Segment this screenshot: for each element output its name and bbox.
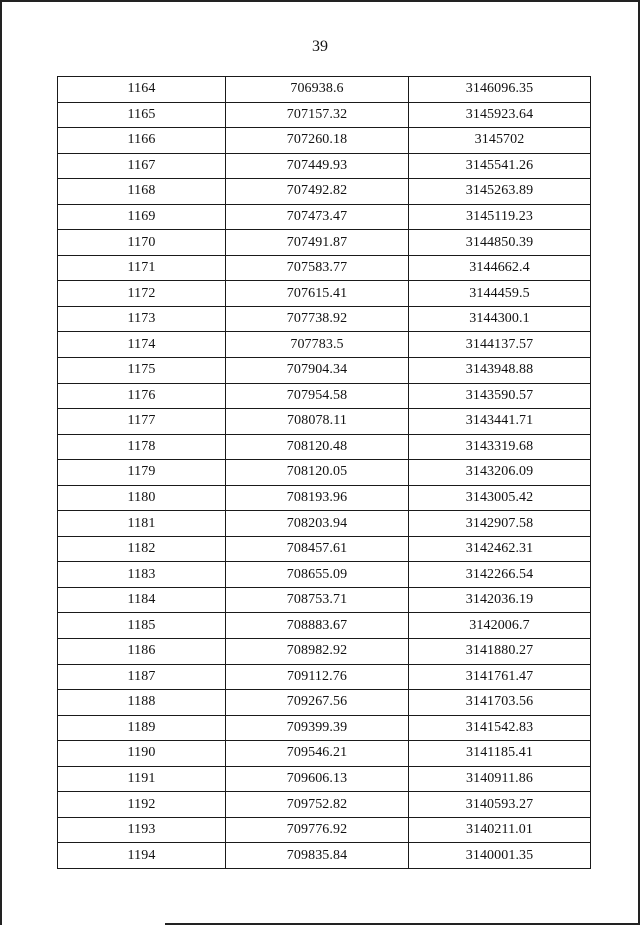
y-coordinate-cell: 3143206.09 (409, 460, 591, 486)
y-coordinate-cell: 3142907.58 (409, 511, 591, 537)
x-coordinate-cell: 709752.82 (226, 792, 409, 818)
table-row (58, 230, 591, 256)
table-row (58, 485, 591, 511)
x-coordinate-cell: 709112.76 (226, 664, 409, 690)
x-coordinate-cell: 708120.48 (226, 434, 409, 460)
table-row (58, 179, 591, 205)
table-row (58, 434, 591, 460)
point-number-cell: 1191 (58, 766, 226, 792)
table-row (58, 664, 591, 690)
y-coordinate-cell: 3144300.1 (409, 306, 591, 332)
point-number-cell: 1187 (58, 664, 226, 690)
y-coordinate-cell: 3145923.64 (409, 102, 591, 128)
y-coordinate-cell: 3144850.39 (409, 230, 591, 256)
table-row (58, 281, 591, 307)
point-number-cell: 1176 (58, 383, 226, 409)
table-row (58, 843, 591, 869)
point-number-cell: 1171 (58, 255, 226, 281)
point-number-cell: 1169 (58, 204, 226, 230)
table-row (58, 332, 591, 358)
x-coordinate-cell: 707449.93 (226, 153, 409, 179)
table-row (58, 562, 591, 588)
point-number-cell: 1178 (58, 434, 226, 460)
table-row (58, 690, 591, 716)
point-number-cell: 1172 (58, 281, 226, 307)
y-coordinate-cell: 3141703.56 (409, 690, 591, 716)
point-number-cell: 1174 (58, 332, 226, 358)
x-coordinate-cell: 707783.5 (226, 332, 409, 358)
point-number-cell: 1179 (58, 460, 226, 486)
point-number-cell: 1183 (58, 562, 226, 588)
x-coordinate-cell: 709399.39 (226, 715, 409, 741)
x-coordinate-cell: 707904.34 (226, 358, 409, 384)
y-coordinate-cell: 3142462.31 (409, 536, 591, 562)
table-row (58, 383, 591, 409)
table-row (58, 153, 591, 179)
y-coordinate-cell: 3145702 (409, 128, 591, 154)
y-coordinate-cell: 3145263.89 (409, 179, 591, 205)
y-coordinate-cell: 3143948.88 (409, 358, 591, 384)
coordinate-table (57, 76, 591, 869)
x-coordinate-cell: 709835.84 (226, 843, 409, 869)
y-coordinate-cell: 3140211.01 (409, 817, 591, 843)
x-coordinate-cell: 708078.11 (226, 409, 409, 435)
point-number-cell: 1173 (58, 306, 226, 332)
point-number-cell: 1181 (58, 511, 226, 537)
point-number-cell: 1165 (58, 102, 226, 128)
table-row (58, 536, 591, 562)
y-coordinate-cell: 3141185.41 (409, 741, 591, 767)
x-coordinate-cell: 707473.47 (226, 204, 409, 230)
point-number-cell: 1186 (58, 639, 226, 665)
point-number-cell: 1189 (58, 715, 226, 741)
point-number-cell: 1193 (58, 817, 226, 843)
x-coordinate-cell: 709546.21 (226, 741, 409, 767)
y-coordinate-cell: 3142266.54 (409, 562, 591, 588)
x-coordinate-cell: 708203.94 (226, 511, 409, 537)
point-number-cell: 1180 (58, 485, 226, 511)
table-row (58, 792, 591, 818)
table-row (58, 715, 591, 741)
x-coordinate-cell: 708982.92 (226, 639, 409, 665)
x-coordinate-cell: 707491.87 (226, 230, 409, 256)
y-coordinate-cell: 3140593.27 (409, 792, 591, 818)
y-coordinate-cell: 3144662.4 (409, 255, 591, 281)
point-number-cell: 1175 (58, 358, 226, 384)
x-coordinate-cell: 709267.56 (226, 690, 409, 716)
x-coordinate-cell: 707583.77 (226, 255, 409, 281)
point-number-cell: 1182 (58, 536, 226, 562)
y-coordinate-cell: 3141880.27 (409, 639, 591, 665)
y-coordinate-cell: 3143590.57 (409, 383, 591, 409)
table-row (58, 77, 591, 103)
x-coordinate-cell: 709776.92 (226, 817, 409, 843)
y-coordinate-cell: 3144137.57 (409, 332, 591, 358)
point-number-cell: 1190 (58, 741, 226, 767)
point-number-cell: 1166 (58, 128, 226, 154)
table-row (58, 460, 591, 486)
y-coordinate-cell: 3142036.19 (409, 587, 591, 613)
y-coordinate-cell: 3144459.5 (409, 281, 591, 307)
page-number: 39 (312, 38, 328, 55)
y-coordinate-cell: 3141761.47 (409, 664, 591, 690)
table-row (58, 766, 591, 792)
table-row (58, 204, 591, 230)
table-row (58, 639, 591, 665)
table-row (58, 358, 591, 384)
table-row (58, 511, 591, 537)
point-number-cell: 1188 (58, 690, 226, 716)
x-coordinate-cell: 708883.67 (226, 613, 409, 639)
point-number-cell: 1194 (58, 843, 226, 869)
x-coordinate-cell: 707954.58 (226, 383, 409, 409)
x-coordinate-cell: 707738.92 (226, 306, 409, 332)
point-number-cell: 1168 (58, 179, 226, 205)
y-coordinate-cell: 3145541.26 (409, 153, 591, 179)
table-row (58, 817, 591, 843)
table-row (58, 255, 591, 281)
table-row (58, 613, 591, 639)
table-row (58, 409, 591, 435)
point-number-cell: 1184 (58, 587, 226, 613)
x-coordinate-cell: 706938.6 (226, 77, 409, 103)
x-coordinate-cell: 707157.32 (226, 102, 409, 128)
y-coordinate-cell: 3140911.86 (409, 766, 591, 792)
x-coordinate-cell: 708120.05 (226, 460, 409, 486)
page-border-left (0, 0, 2, 925)
y-coordinate-cell: 3145119.23 (409, 204, 591, 230)
x-coordinate-cell: 707260.18 (226, 128, 409, 154)
table-row (58, 102, 591, 128)
y-coordinate-cell: 3146096.35 (409, 77, 591, 103)
point-number-cell: 1167 (58, 153, 226, 179)
table-row (58, 306, 591, 332)
x-coordinate-cell: 709606.13 (226, 766, 409, 792)
x-coordinate-cell: 707615.41 (226, 281, 409, 307)
y-coordinate-cell: 3143319.68 (409, 434, 591, 460)
point-number-cell: 1164 (58, 77, 226, 103)
point-number-cell: 1192 (58, 792, 226, 818)
y-coordinate-cell: 3142006.7 (409, 613, 591, 639)
x-coordinate-cell: 708457.61 (226, 536, 409, 562)
y-coordinate-cell: 3140001.35 (409, 843, 591, 869)
point-number-cell: 1170 (58, 230, 226, 256)
x-coordinate-cell: 707492.82 (226, 179, 409, 205)
table-row (58, 587, 591, 613)
y-coordinate-cell: 3143441.71 (409, 409, 591, 435)
y-coordinate-cell: 3141542.83 (409, 715, 591, 741)
y-coordinate-cell: 3143005.42 (409, 485, 591, 511)
x-coordinate-cell: 708655.09 (226, 562, 409, 588)
table-row (58, 741, 591, 767)
coordinate-table-body (58, 77, 591, 869)
table-row (58, 128, 591, 154)
point-number-cell: 1177 (58, 409, 226, 435)
x-coordinate-cell: 708753.71 (226, 587, 409, 613)
x-coordinate-cell: 708193.96 (226, 485, 409, 511)
point-number-cell: 1185 (58, 613, 226, 639)
page-border-top (0, 0, 640, 2)
